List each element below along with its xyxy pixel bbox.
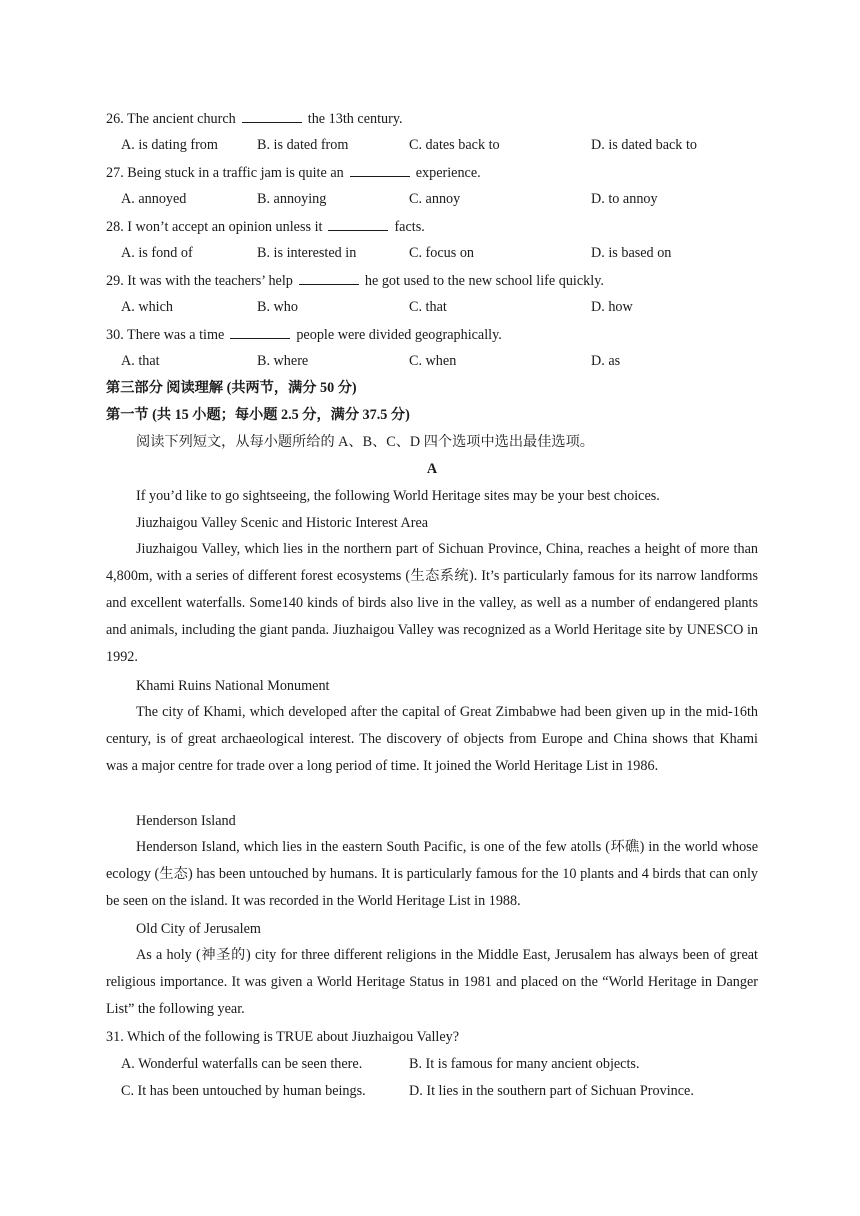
option-d: D. to annoy	[591, 191, 658, 207]
part-title: 第三部分 阅读理解 (共两节，满分 50 分)	[106, 380, 357, 396]
question-28-stem	[106, 216, 758, 237]
question-number: 29.	[106, 273, 124, 289]
answer-blank	[299, 270, 359, 285]
question-27-stem	[106, 162, 758, 183]
instruction-text: 阅读下列短文，从每小题所给的 A、B、C、D 四个选项中选出最佳选项。	[136, 434, 594, 450]
question-text-after: facts.	[394, 219, 425, 235]
site-title-jiuzhaigou: Jiuzhaigou Valley Scenic and Historic Interest Area	[136, 515, 429, 531]
option-c: C. focus on	[409, 245, 475, 261]
paragraph-text: Henderson Island, which lies in the eastern South Pacific, is one of the few atolls (环礁) in the world whose ecology (生态) has been untouched by humans. It is particularly famous for the 10 plants and 4 birds that can only be seen on the island. It was recorded in the World Heritage List in 1988.	[106, 839, 758, 909]
option-c: C. It has been untouched by human beings.	[121, 1083, 366, 1099]
question-31-stem: 31. Which of the following is TRUE about Jiuzhaigou Valley?	[106, 1029, 460, 1045]
site-text-jiuzhaigou	[106, 536, 758, 671]
option-d: D. as	[591, 353, 621, 369]
question-text-before: There was a time	[127, 327, 225, 343]
question-number: 26.	[106, 111, 124, 127]
question-number: 27.	[106, 165, 124, 181]
question-text-before: Being stuck in a traffic jam is quite an	[127, 165, 344, 181]
option-a: A. is dating from	[121, 137, 218, 153]
question-text-before: I won’t accept an opinion unless it	[127, 219, 323, 235]
question-number: 30.	[106, 327, 124, 343]
question-number: 28.	[106, 219, 124, 235]
option-b: B. It is famous for many ancient objects.	[409, 1056, 640, 1072]
question-text-after: people were divided geographically.	[296, 327, 502, 343]
question-30-options	[121, 351, 761, 371]
answer-blank	[350, 162, 410, 177]
answer-blank	[242, 108, 302, 123]
option-a: A. Wonderful waterfalls can be seen there.	[121, 1056, 363, 1072]
site-text-henderson	[106, 834, 758, 915]
question-30-stem	[106, 324, 758, 345]
question-31-options-row2	[121, 1081, 761, 1101]
option-d: D. It lies in the southern part of Sichuan Province.	[409, 1083, 694, 1099]
site-title-henderson: Henderson Island	[136, 813, 236, 829]
option-a: A. which	[121, 299, 174, 315]
site-text-khami	[106, 699, 758, 780]
question-31-options-row1	[121, 1054, 761, 1074]
paragraph-text: Jiuzhaigou Valley, which lies in the northern part of Sichuan Province, China, reaches a height of more than 4,800m, with a series of different forest ecosystems (生态系统). It’s particularly famous for its narrow landforms and excellent waterfalls. Some140 kinds of birds also live in the valley, as well as a number of endangered plants and animals, including the giant panda. Jiuzhaigou Valley was recognized as a World Heritage site by UNESCO in 1992.	[106, 541, 758, 665]
answer-blank	[328, 216, 388, 231]
option-b: B. where	[257, 353, 309, 369]
option-c: C. annoy	[409, 191, 461, 207]
paragraph-text: The city of Khami, which developed after the capital of Great Zimbabwe had been given up in the mid-16th century, is of great archaeological interest. The discovery of objects from Europe and China shows that Khami was a major centre for trade over a long period of time. It joined the World Heritage List in 1986.	[106, 704, 758, 774]
question-28-options	[121, 243, 761, 263]
passage-intro: If you’d like to go sightseeing, the following World Heritage sites may be your best choices.	[136, 488, 660, 504]
question-27-options	[121, 189, 761, 209]
site-text-jerusalem	[106, 942, 758, 1023]
question-text-before: The ancient church	[127, 111, 236, 127]
question-26-options	[121, 135, 761, 155]
subsection-title: 第一节 (共 15 小题；每小题 2.5 分，满分 37.5 分)	[106, 407, 410, 423]
option-d: D. is based on	[591, 245, 672, 261]
option-b: B. is interested in	[257, 245, 357, 261]
paragraph-text: As a holy (神圣的) city for three different religions in the Middle East, Jerusalem has always been of great religious importance. It was given a World Heritage Status in 1981 and placed on the “World Heritage in Danger List” the following year.	[106, 947, 758, 1017]
option-a: A. is fond of	[121, 245, 193, 261]
question-text-after: he got used to the new school life quickly.	[364, 273, 604, 289]
option-b: B. is dated from	[257, 137, 349, 153]
option-d: D. how	[591, 299, 633, 315]
passage-letter: A	[426, 461, 438, 477]
option-d: D. is dated back to	[591, 137, 697, 153]
option-c: C. when	[409, 353, 457, 369]
site-title-khami: Khami Ruins National Monument	[136, 678, 330, 694]
question-text-before: It was with the teachers’ help	[127, 273, 293, 289]
question-26-stem	[106, 108, 758, 129]
question-text-after: experience.	[415, 165, 481, 181]
option-b: B. who	[257, 299, 298, 315]
option-a: A. that	[121, 353, 160, 369]
answer-blank	[230, 324, 290, 339]
question-29-options	[121, 297, 761, 317]
question-text-after: the 13th century.	[307, 111, 403, 127]
question-29-stem	[106, 270, 758, 291]
option-a: A. annoyed	[121, 191, 187, 207]
option-c: C. that	[409, 299, 447, 315]
option-b: B. annoying	[257, 191, 327, 207]
option-c: C. dates back to	[409, 137, 500, 153]
site-title-jerusalem: Old City of Jerusalem	[136, 921, 261, 937]
